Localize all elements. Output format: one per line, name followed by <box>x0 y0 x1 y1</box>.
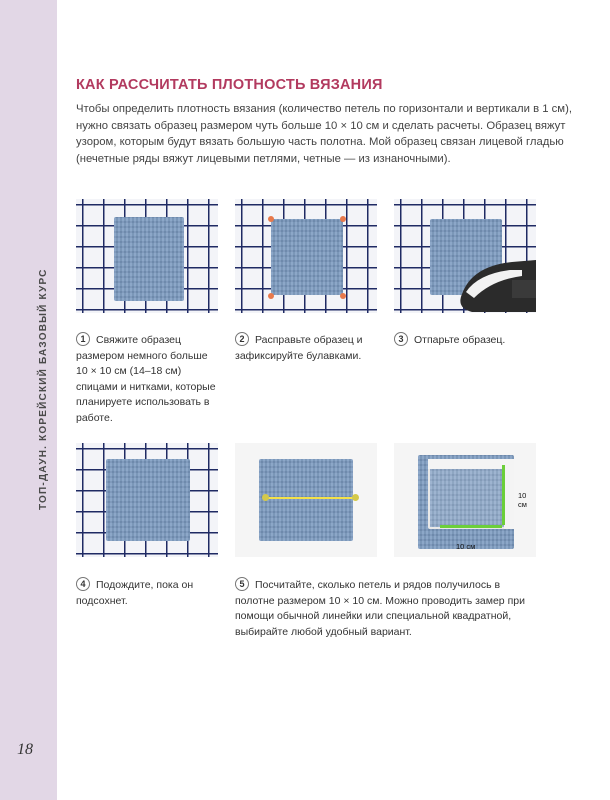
iron-icon <box>452 254 536 313</box>
ruler-right-band <box>504 459 514 529</box>
step-caption-2 <box>235 332 380 364</box>
knitted-swatch <box>271 219 343 295</box>
ruler-horizontal-mark <box>440 525 502 528</box>
ruler-vertical-mark <box>502 465 505 525</box>
step-caption-4 <box>76 577 221 609</box>
step-number-4: 4 <box>76 577 90 591</box>
step-text-1: Свяжите образец размером немного больше 10 × 10 см (14–18 см) спицами и нитками, которые планируете использовать в работе. <box>76 334 216 424</box>
page-number: 18 <box>17 741 33 758</box>
step-caption-1 <box>76 332 221 426</box>
step-number-3: 3 <box>394 332 408 346</box>
step-number-2: 2 <box>235 332 249 346</box>
step-text-4: Подождите, пока он подсохнет. <box>76 579 194 607</box>
pin-marker <box>352 494 359 501</box>
photo-swatch-drying <box>76 443 218 557</box>
pin-marker <box>262 494 269 501</box>
step-number-5: 5 <box>235 577 249 591</box>
step-caption-3 <box>394 332 539 349</box>
sidebar-title: ТОП-ДАУН. КОРЕЙСКИЙ БАЗОВЫЙ КУРС <box>38 268 49 510</box>
vertical-measure-label: 10 см <box>518 491 527 509</box>
photo-swatch-square-ruler <box>394 443 536 557</box>
measuring-tape <box>263 497 355 499</box>
photo-swatch-steaming <box>394 199 536 313</box>
horizontal-measure-label: 10 см <box>456 542 476 551</box>
pin-marker <box>268 293 274 299</box>
photo-swatch-ruler <box>235 443 377 557</box>
step-text-2: Расправьте образец и зафиксируйте булавками. <box>235 334 363 362</box>
intro-paragraph: Чтобы определить плотность вязания (количество петель по горизонтали и вертикали в 1 см), нужно связать образец размером чуть больше 10 × 10 см и сделать расчеты. Образец вяжут узором, которым будут вязать большую часть полотна. Мой образец связан лицевой гладью (нечетные ряды вяжут лицевыми петлями, четные — из изнаночными). <box>76 103 572 165</box>
step-text-5: Посчитайте, сколько петель и рядов получилось в полотне размером 10 × 10 см. Можно проводить замер при помощи обычной линейки или специальной квадратной, выбирайте любой удобный вариант. <box>235 579 525 638</box>
step-text-3: Отпарьте образец. <box>414 334 506 346</box>
knitted-swatch <box>106 459 190 541</box>
section-heading: КАК РАССЧИТАТЬ ПЛОТНОСТЬ ВЯЗАНИЯ <box>76 77 383 93</box>
photo-swatch-on-grid <box>76 199 218 313</box>
step-number-1: 1 <box>76 332 90 346</box>
photo-swatch-pinned <box>235 199 377 313</box>
pin-marker <box>268 216 274 222</box>
pin-marker <box>340 216 346 222</box>
pin-marker <box>340 293 346 299</box>
step-caption-5 <box>235 577 535 640</box>
knitted-swatch <box>114 217 184 301</box>
knitted-swatch <box>259 459 353 541</box>
